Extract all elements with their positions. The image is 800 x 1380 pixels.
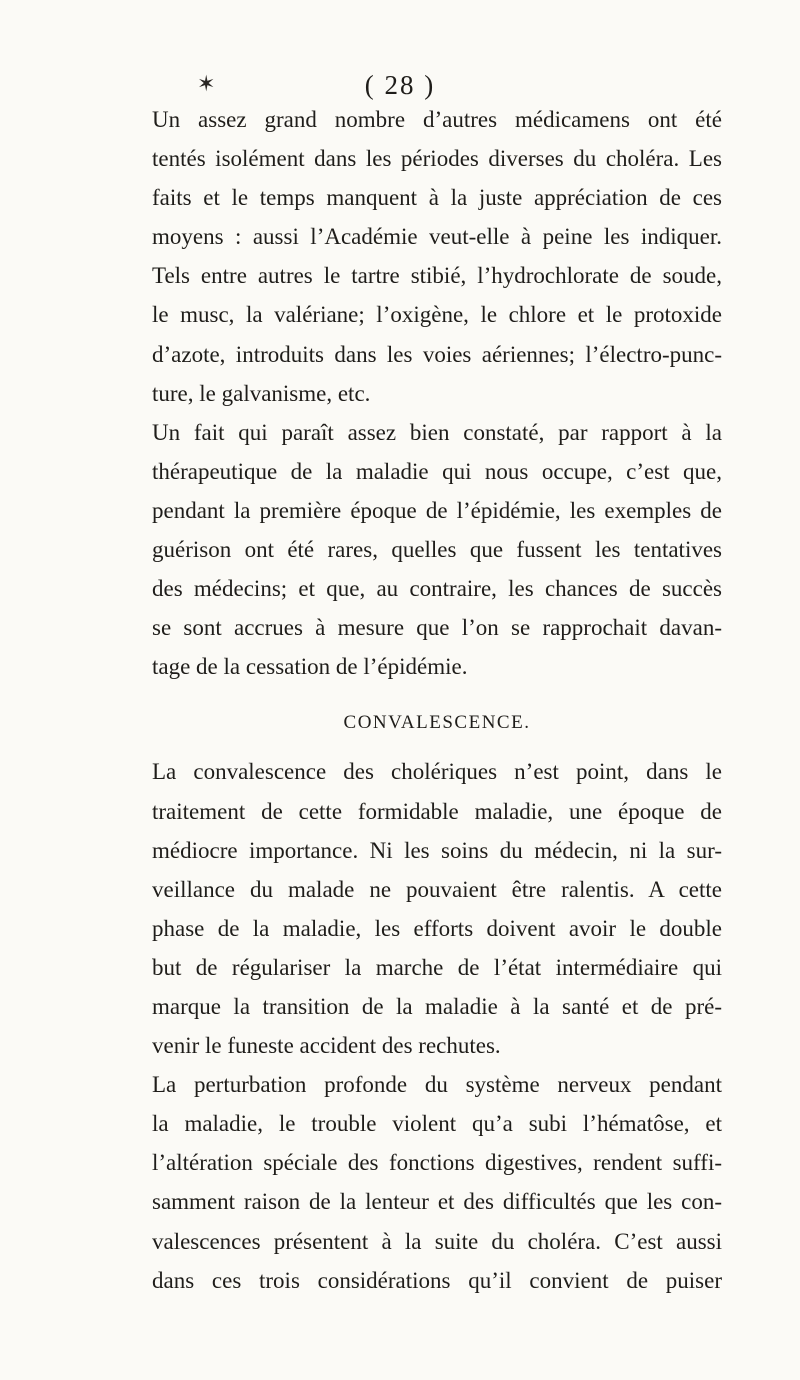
text-line: faits et le temps manquent à la juste appréciation de ces — [152, 185, 722, 211]
text-line: Tels entre autres le tartre stibié, l’hydrochlorate de soude, — [152, 263, 722, 289]
section-heading: CONVALESCENCE. — [343, 712, 531, 734]
paragraph-3 — [152, 752, 722, 1065]
paragraph-1 — [152, 100, 722, 413]
text-line: thérapeutique de la maladie qui nous occupe, c’est que, — [152, 458, 722, 484]
text-line: La convalescence des cholériques n’est point, dans le — [152, 759, 722, 785]
text-line: pendant la première époque de l’épidémie, les exemples de — [152, 497, 722, 523]
text-line: tentés isolément dans les périodes diverses du choléra. Les — [152, 146, 722, 172]
page-number: ( 28 ) — [364, 70, 436, 100]
text-line: l’altération spéciale des fonctions digestives, rendent suffi- — [152, 1150, 722, 1176]
text-line: Un assez grand nombre d’autres médicamens ont été — [152, 107, 722, 132]
text-line: des médecins; et que, au contraire, les chances de succès — [152, 576, 722, 602]
text-line: but de régulariser la marche de l’état intermédiaire qui — [152, 954, 722, 980]
text-line: tage de la cessation de l’épidémie. — [152, 654, 468, 680]
text-line: le musc, la valériane; l’oxigène, le chlore et le protoxide — [152, 302, 722, 328]
text-line: guérison ont été rares, quelles que fussent les tentatives — [152, 537, 722, 563]
text-line: Un fait qui paraît assez bien constaté, par rapport à la — [152, 419, 722, 445]
text-line: d’azote, introduits dans les voies aériennes; l’électro-punc- — [152, 341, 722, 367]
text-line: samment raison de la lenteur et des difficultés que les con- — [152, 1189, 722, 1215]
text-line: marque la transition de la maladie à la santé et de pré- — [152, 993, 722, 1019]
text-line: traitement de cette formidable maladie, une époque de — [152, 798, 722, 824]
text-line: se sont accrues à mesure que l’on se rapprochait davan- — [152, 615, 722, 641]
paragraph-4 — [152, 1065, 722, 1300]
paragraph-2 — [152, 413, 722, 687]
text-line: phase de la maladie, les efforts doivent avoir le double — [152, 915, 722, 941]
text-line: médiocre importance. Ni les soins du médecin, ni la sur- — [152, 837, 722, 863]
text-line: venir le funeste accident des rechutes. — [152, 1033, 501, 1059]
text-line: veillance du malade ne pouvaient être ralentis. A cette — [152, 876, 722, 902]
text-line: La perturbation profonde du système nerveux pendant — [152, 1072, 722, 1098]
text-line: valescences présentent à la suite du choléra. C’est aussi — [152, 1228, 722, 1254]
text-line: ture, le galvanisme, etc. — [152, 380, 371, 406]
star-ornament-icon: ✶ — [197, 72, 216, 97]
text-line: moyens : aussi l’Académie veut-elle à peine les indiquer. — [152, 224, 722, 250]
text-line: dans ces trois considérations qu’il convient de puiser — [152, 1267, 722, 1293]
body-text — [152, 100, 722, 1300]
text-line: la maladie, le trouble violent qu’a subi l’hématôse, et — [152, 1111, 722, 1137]
